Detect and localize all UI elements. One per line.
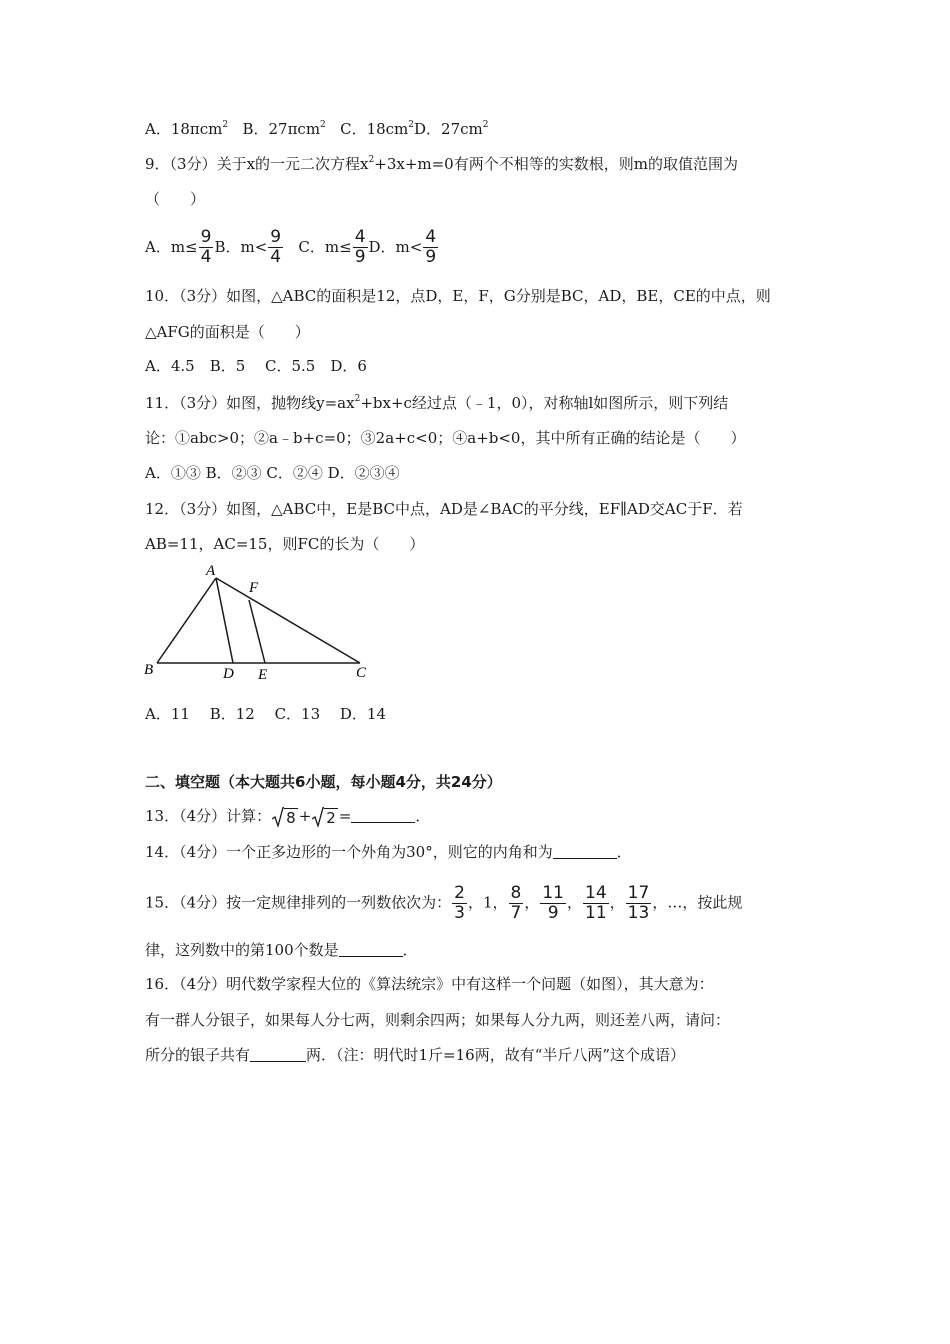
answer-blank[interactable]	[250, 1047, 306, 1062]
q8-options	[145, 119, 489, 139]
fraction: $\frac{9}{4}$	[200, 227, 212, 267]
q10-stem-line1: 10．（3分）如图，△ABC的面积是12，点D，E，F，G分别是BC，AD，BE，CE的中点，则	[145, 287, 771, 305]
segment-ab	[157, 578, 216, 663]
q10-options: A．4.5 B．5 C．5.5 D．6	[145, 357, 367, 375]
q16-line2: 有一群人分银子，如果每人分七两，则剩余四两；如果每人分九两，则还差八两，请问：	[145, 1011, 731, 1029]
q12-stem-line1: 12．（3分）如图，△ABC中，E是BC中点，AD是∠BAC的平分线，EF∥AD交AC于F．若	[145, 500, 743, 518]
answer-blank[interactable]	[339, 942, 403, 957]
q16-line3: 所分的银子共有 两．（注：明代时1斤=16两，故有“半斤八两”这个成语）	[145, 1046, 686, 1064]
fraction: $\frac{11}{9}$	[542, 883, 564, 923]
fraction: $\frac{4}{9}$	[354, 227, 366, 267]
fraction: $\frac{8}{7}$	[510, 883, 522, 923]
q10-stem-line2: △AFG的面积是（ ）	[145, 323, 310, 341]
sqrt-2: 2	[312, 807, 338, 827]
answer-blank[interactable]	[553, 844, 617, 859]
segment-ac	[216, 578, 360, 663]
label-e: E	[258, 667, 268, 683]
segment-ef	[249, 600, 265, 663]
sqrt-8: 8	[272, 807, 298, 827]
q12-options: A．11 B．12 C．13 D．14	[145, 705, 387, 723]
section-2-title: 二、填空题（本大题共6小题，每小题4分，共24分）	[145, 773, 502, 791]
q8-option-a: A．18πcm$^2$	[145, 120, 229, 138]
q9-option-a: A．m≤ $\frac{9}{4}$	[145, 227, 212, 267]
q15-line1: 15．（4分）按一定规律排列的一列数依次为： $\frac{2}{3}$ ，1， $\frac{8}{7}$ ， $\frac{11}{9}$ ， $\frac{14}{11}$ ， $\frac{17}{13}$ ，…，按此规	[145, 883, 743, 923]
fraction: $\frac{2}{3}$	[454, 883, 465, 923]
q9-option-b: B．m< $\frac{9}{4}$	[214, 227, 282, 267]
fraction: $\frac{4}{9}$	[425, 227, 437, 267]
triangle-figure	[140, 560, 380, 685]
q16-line1: 16．（4分）明代数学家程大位的《算法统宗》中有这样一个问题（如图），其大意为：	[145, 975, 714, 993]
q14-line: 14．（4分）一个正多边形的一个外角为30°，则它的内角和为 ．	[145, 843, 632, 861]
answer-blank[interactable]	[351, 808, 415, 823]
q11-stem-line2: 论：①abc>0；②a﹣b+c=0；③2a+c<0；④a+b<0，其中所有正确的结论是（ ）	[145, 429, 746, 447]
q9-option-d: D．m< $\frac{4}{9}$	[368, 227, 437, 267]
q8-option-d: D．$27cm^2$	[414, 120, 489, 138]
label-d: D	[223, 666, 234, 682]
fraction: $\frac{17}{13}$	[627, 883, 650, 923]
fraction: $\frac{14}{11}$	[585, 883, 607, 923]
label-b: B	[144, 662, 154, 678]
q11-options: A．①③ B．②③ C．②④ D．②③④	[145, 464, 400, 482]
q9-option-c: C．m≤ $\frac{4}{9}$	[298, 227, 366, 267]
q8-option-b: B．27πcm$^2$	[242, 120, 326, 138]
label-c: C	[356, 665, 367, 681]
q12-stem-line2: AB=11，AC=15，则FC的长为（ ）	[145, 535, 425, 553]
label-a: A	[206, 563, 216, 579]
label-f: F	[249, 580, 259, 596]
q9-stem-line2: （ ）	[145, 190, 206, 208]
q15-line2: 律，这列数中的第100个数是 ．	[145, 941, 418, 959]
q8-option-c: C．$18cm^2$	[340, 120, 415, 138]
segment-ad	[216, 578, 233, 663]
q9-options	[145, 228, 439, 267]
fraction: $\frac{9}{4}$	[270, 227, 282, 267]
q11-stem-line1: 11．（3分）如图，抛物线$y=ax^2+bx+c$经过点（﹣1，0），对称轴l如图所示，则下列结	[145, 394, 729, 412]
q13-line: 13．（4分）计算： 8 + 2 = ．	[145, 807, 431, 827]
q9-stem-line1: 9．（3分）关于x的一元二次方程$x^2+3x+m=0$有两个不相等的实数根，则m的取值范围为	[145, 155, 738, 173]
